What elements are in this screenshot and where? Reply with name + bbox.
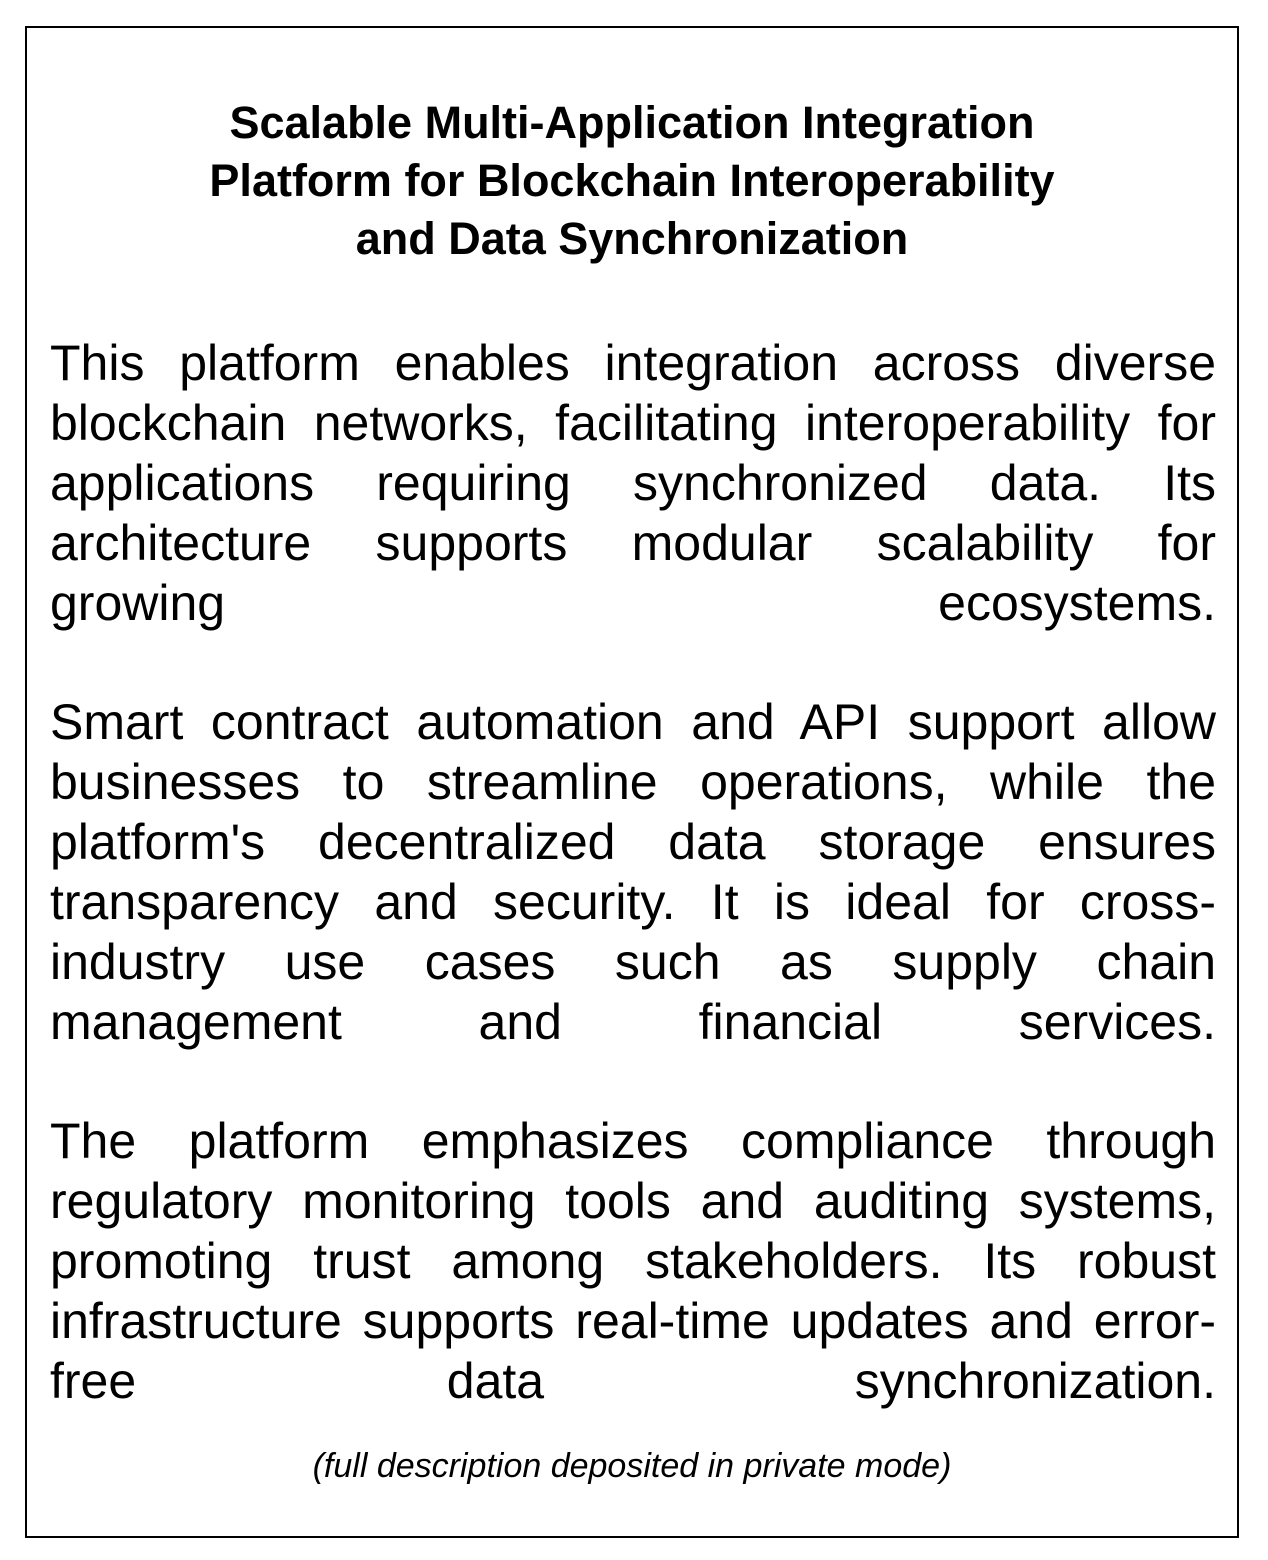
- paragraph-line: growing ecosystems.: [50, 575, 1216, 631]
- paragraph-line: applications requiring synchronized data. Its: [50, 455, 1216, 511]
- paragraph-line: promoting trust among stakeholders. Its robust: [50, 1233, 1216, 1289]
- paragraph-line: businesses to streamline operations, while the: [50, 754, 1216, 810]
- paragraph-line: infrastructure supports real-time updates and error-: [50, 1293, 1216, 1349]
- title-line: Platform for Blockchain Interoperability: [209, 155, 1055, 206]
- document-frame: [25, 26, 1239, 1538]
- footer-note: (full description deposited in private mode): [312, 1447, 952, 1485]
- paragraph-line: management and financial services.: [50, 994, 1216, 1050]
- paragraph-line: architecture supports modular scalability for: [50, 515, 1216, 571]
- paragraph-line: Smart contract automation and API support allow: [50, 694, 1216, 750]
- paragraph-line: This platform enables integration across diverse: [50, 335, 1216, 391]
- paragraph-line: transparency and security. It is ideal for cross-: [50, 874, 1216, 930]
- paragraph-line: The platform emphasizes compliance through: [50, 1113, 1216, 1169]
- paragraph-2: [50, 692, 1216, 1052]
- paragraph-line: free data synchronization.: [50, 1353, 1216, 1409]
- title-line: and Data Synchronization: [355, 213, 909, 264]
- title-line: Scalable Multi-Application Integration: [229, 97, 1035, 148]
- paragraph-line: regulatory monitoring tools and auditing systems,: [50, 1173, 1216, 1229]
- paragraph-line: blockchain networks, facilitating interoperability for: [50, 395, 1216, 451]
- paragraph-3: [50, 1111, 1216, 1411]
- paragraph-line: industry use cases such as supply chain: [50, 934, 1216, 990]
- document-title: [27, 94, 1237, 268]
- paragraph-line: platform's decentralized data storage ensures: [50, 814, 1216, 870]
- paragraph-1: [50, 333, 1216, 633]
